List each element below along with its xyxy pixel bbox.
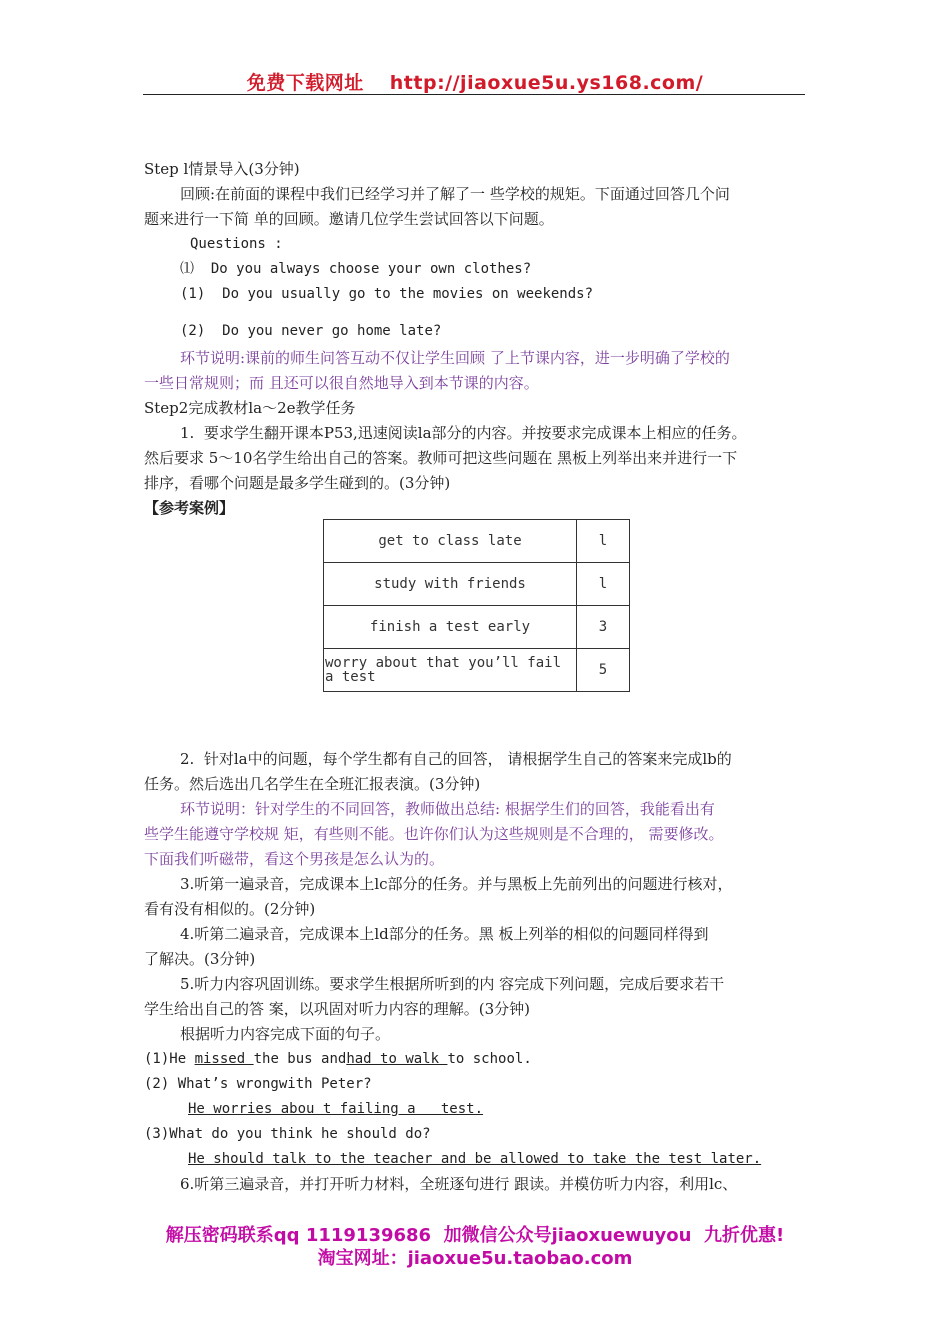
question-3-number: (2) (180, 323, 206, 339)
para3-line2: 看有没有相似的。(2分钟) (144, 900, 316, 918)
step2-para1-line3: 排序，看哪个问题是最多学生碰到的。(3分钟) (144, 474, 451, 492)
step2-para2-line1 (180, 749, 732, 769)
step1-note-line1: 环节说明:课前的师生问答互动不仅让学生回顾 了上节课内容，进一步明确了学校的 (180, 349, 730, 367)
table-cell-count: 5 (577, 649, 630, 692)
para3-line1: 3.听第一遍录音，完成课本上lc部分的任务。并与黑板上先前列出的问题进行核对， (180, 875, 733, 893)
sentence-1 (144, 1049, 532, 1069)
table-cell-count: l (577, 520, 630, 563)
step2-title: Step2完成教材la〜2e教学任务 (144, 399, 356, 417)
sentence-1-answer-a: missed (194, 1051, 254, 1067)
step1-note-line2: 一些日常规则；而 且还可以很自然地导入到本节课的内容。 (144, 374, 539, 392)
sentence-2-question: (2) What’s wrongwith Peter? (144, 1076, 372, 1092)
question-2-text: Do you usually go to the movies on weekends? (222, 286, 594, 302)
step2-note-line2: 些学生能遵守学校规 矩，有些则不能。也许你们认为这些规则是不合理的， 需要修改。 (144, 825, 724, 843)
sentence-1-part-a: (1)He (144, 1051, 195, 1067)
question-1 (180, 259, 531, 279)
footer-password-contact: 解压密码联系qq 1119139686 加微信公众号jiaoxuewuyou 九折优惠! (165, 1225, 785, 1246)
question-3 (180, 321, 441, 341)
question-2-number: (1) (180, 286, 206, 302)
para1-number: 1. (180, 424, 195, 442)
question-3-text: Do you never go home late? (222, 323, 442, 339)
para5-line1: 5.听力内容巩固训练。要求学生根据所听到的内 容完成下列问题，完成后要求若干 (180, 975, 725, 993)
para5-line3: 根据听力内容完成下面的句子。 (180, 1025, 391, 1043)
table-cell-item: finish a test early (324, 606, 577, 649)
para1-text: 要求学生翻开课本P53,迅速阅读la部分的内容。并按要求完成课本上相应的任务。 (203, 424, 747, 442)
para4-line1: 4.听第二遍录音，完成课本上ld部分的任务。黑 板上列举的相似的问题同样得到 (180, 925, 709, 943)
sentence-1-answer-b: had to walk (346, 1051, 448, 1067)
table-row (324, 649, 630, 692)
sentence-2-answer: He worries abou t failing a test. (188, 1101, 484, 1117)
download-header (0, 68, 950, 95)
question-1-text: Do you always choose your own clothes? (210, 261, 532, 277)
table-cell-count: 3 (577, 606, 630, 649)
sentence-1-part-b: the bus and (253, 1051, 347, 1067)
step2-para1-line1 (180, 423, 747, 443)
sentence-3-answer: He should talk to the teacher and be allowed to take the test later. (188, 1151, 762, 1167)
table-row (324, 563, 630, 606)
step1-review-line2: 题来进行一下简 单的回顾。邀请几位学生尝试回答以下问题。 (144, 210, 554, 228)
step2-para1-line2: 然后要求 5〜10名学生给出自己的答案。教师可把这些问题在 黑板上列举出来并进行一下 (144, 449, 738, 467)
sentence-1-part-c: to school. (447, 1051, 532, 1067)
para2-text: 针对la中的问题，每个学生都有自己的回答， 请根据学生自己的答案来完成lb的 (203, 750, 732, 768)
para5-line2: 学生给出自己的答 案，以巩固对听力内容的理解。(3分钟) (144, 1000, 531, 1018)
para6-line1: 6.听第三遍录音，并打开听力材料，全班逐句进行 跟读。并模仿听力内容，利用lc、 (180, 1175, 738, 1193)
header-label: 免费下载网址 (246, 72, 364, 94)
para2-number: 2. (180, 750, 195, 768)
questions-label: Questions : (190, 236, 283, 252)
header-url-link[interactable]: http://jiaoxue5u.ys168.com/ (389, 72, 704, 94)
table-cell-item: study with friends (324, 563, 577, 606)
step2-note-line3: 下面我们听磁带，看这个男孩是怎么认为的。 (144, 850, 445, 868)
table-cell-item: get to class late (324, 520, 577, 563)
question-2 (180, 284, 593, 304)
sentence-3-question: (3)What do you think he should do? (144, 1126, 431, 1142)
step1-review-line1: 回顾:在前面的课程中我们已经学习并了解了一 些学校的规矩。下面通过回答几个问 (180, 185, 730, 203)
step1-title: Step l情景导入(3分钟) (144, 160, 300, 178)
reference-label: 【参考案例】 (144, 499, 235, 517)
para4-line2: 了解决。(3分钟) (144, 950, 256, 968)
step2-para2-line2: 任务。然后选出几名学生在全班汇报表演。(3分钟) (144, 775, 481, 793)
reference-table (323, 519, 630, 692)
table-cell-item: worry about that you’ll fail a test (324, 649, 577, 692)
step2-note-line1: 环节说明：针对学生的不同回答，教师做出总结: 根据学生们的回答，我能看出有 (180, 800, 715, 818)
table-row (324, 606, 630, 649)
question-1-number: ⑴ (180, 261, 194, 277)
header-divider (143, 94, 805, 95)
table-cell-count: l (577, 563, 630, 606)
footer-taobao-link[interactable]: 淘宝网址：jiaoxue5u.taobao.com (317, 1248, 633, 1269)
table-row (324, 520, 630, 563)
